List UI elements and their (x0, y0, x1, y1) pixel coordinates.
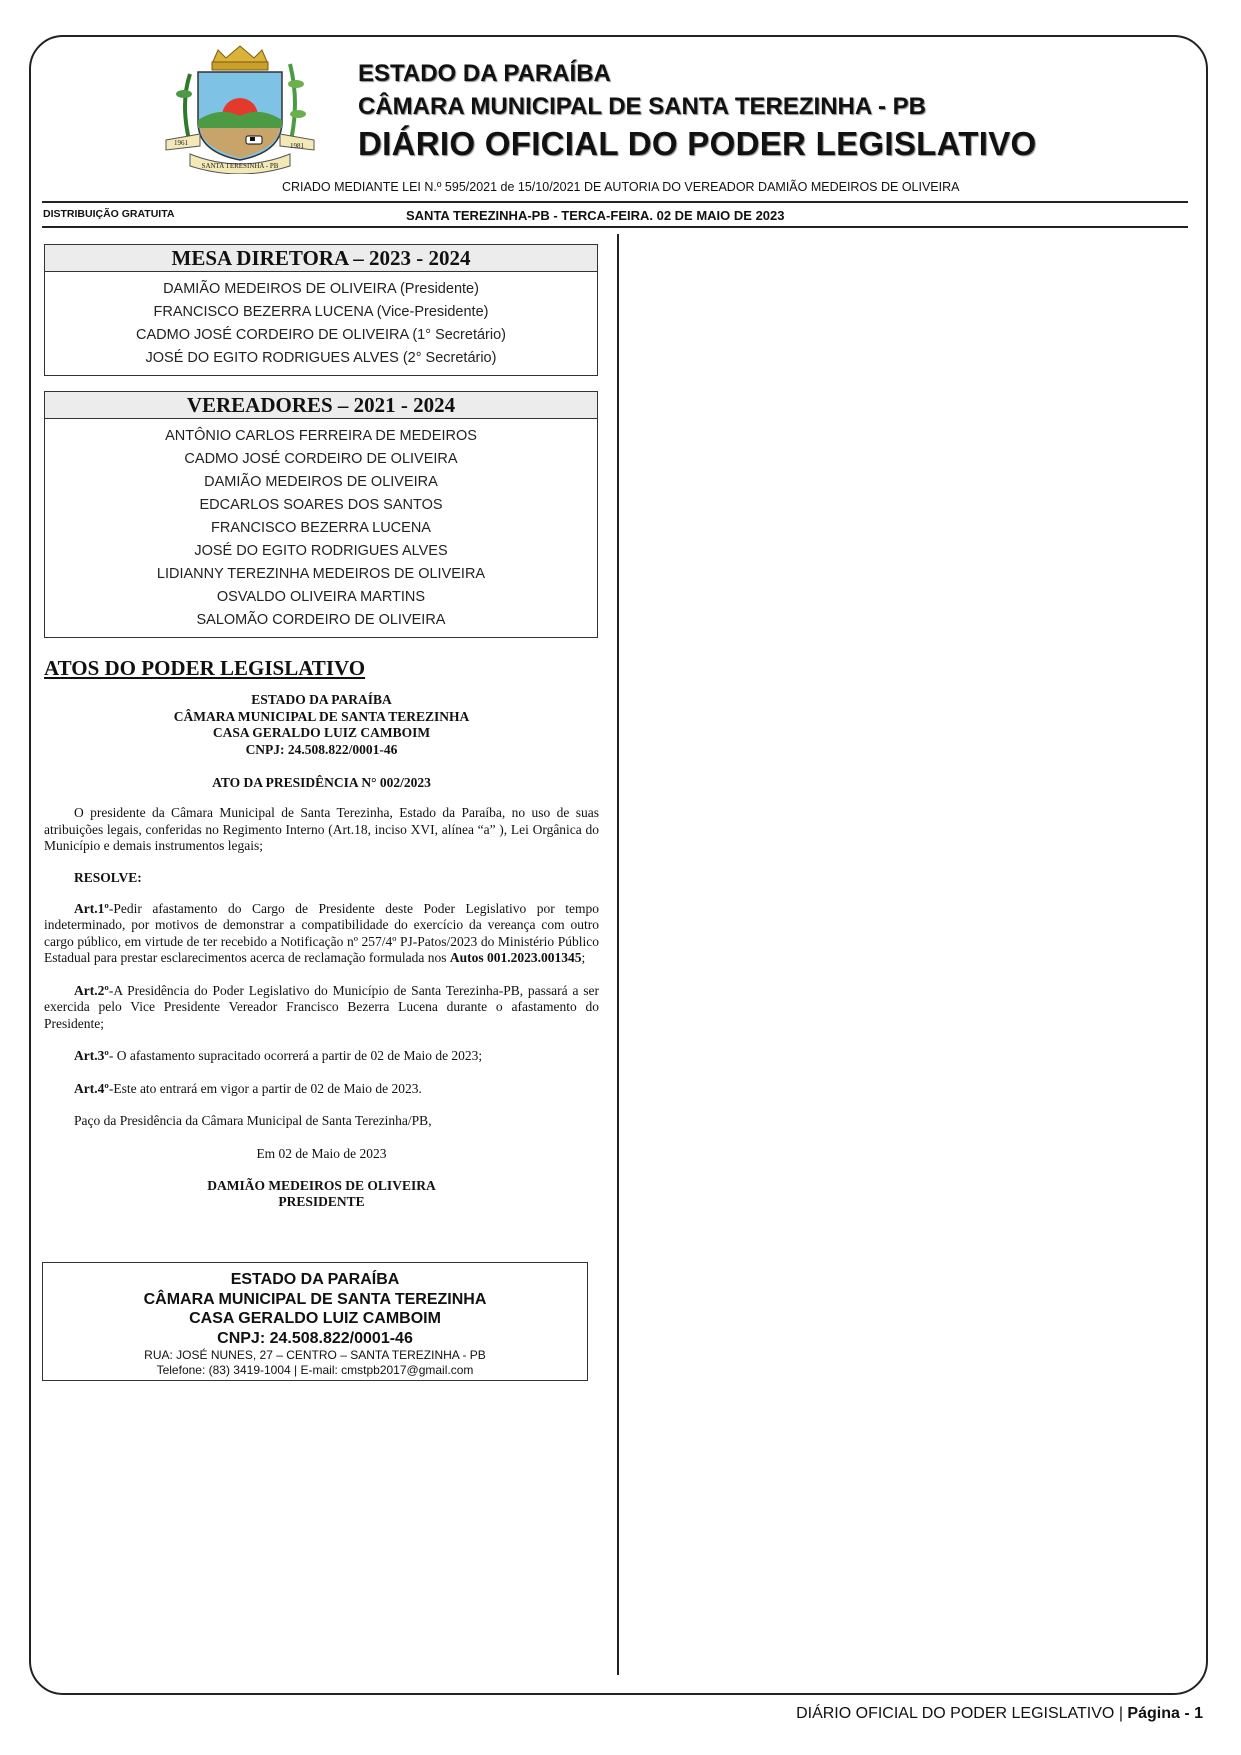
page-footer (796, 1705, 1203, 1723)
act-article-4 (44, 1081, 599, 1098)
contact-phone-email: Telefone: (83) 3419-1004 | E-mail: cmstpb2017@gmail.com (156, 1363, 474, 1377)
svg-text:SANTA TERESINHA - PB: SANTA TERESINHA - PB (201, 162, 279, 170)
contact-address: RUA: JOSÉ NUNES, 27 – CENTRO – SANTA TEREZINHA - PB (144, 1348, 486, 1362)
act-org-header (44, 692, 599, 758)
dateline: SANTA TEREZINHA-PB - TERCA-FEIRA. 02 DE MAIO DE 2023 (406, 208, 785, 223)
act-article-1 (44, 901, 599, 967)
page-number: Página - 1 (1127, 1705, 1203, 1722)
mesa-member: CADMO JOSÉ CORDEIRO DE OLIVEIRA (1° Secretário) (136, 327, 506, 343)
act-date: Em 02 de Maio de 2023 (256, 1145, 387, 1161)
creation-law-note: CRIADO MEDIANTE LEI N.º 595/2021 de 15/10/2021 DE AUTORIA DO VEREADOR DAMIÃO MEDEIROS DE OLIVEIRA (282, 180, 960, 194)
vereador-name: FRANCISCO BEZERRA LUCENA (211, 520, 431, 536)
act-resolve: RESOLVE: (74, 869, 142, 885)
act-org-line: CASA GERALDO LUIZ CAMBOIM (212, 725, 431, 740)
atos-section-title: ATOS DO PODER LEGISLATIVO (44, 656, 366, 680)
svg-text:1961: 1961 (174, 139, 188, 147)
vereador-name: ANTÔNIO CARLOS FERREIRA DE MEDEIROS (165, 428, 477, 444)
header-title: DIÁRIO OFICIAL DO PODER LEGISLATIVO (358, 125, 1037, 162)
mesa-member: FRANCISCO BEZERRA LUCENA (Vice-Presidente) (153, 304, 489, 320)
mesa-diretora-list (45, 272, 597, 370)
article-case-number: Autos 001.2023.001345 (449, 950, 582, 965)
municipal-crest-icon (160, 44, 320, 174)
mesa-member: JOSÉ DO EGITO RODRIGUES ALVES (2° Secretário) (145, 350, 497, 366)
svg-text:1981: 1981 (290, 142, 304, 150)
act-org-line: CÂMARA MUNICIPAL DE SANTA TEREZINHA (173, 708, 470, 724)
article-text: -Pedir afastamento do Cargo de Presidente deste Poder Legislativo por tempo indeterminado, por motivos de demonstrar a compatibilidade do exercício da vereança com outro cargo público, em virtude de ter recebido a Notificação nº 257/4º PJ-Patos/2023 do Ministério Público Estadual para prestar esclarecimentos acerca de reclamação formulada nos (44, 900, 599, 965)
mesa-member: DAMIÃO MEDEIROS DE OLIVEIRA (Presidente) (163, 281, 479, 297)
vereador-name: CADMO JOSÉ CORDEIRO DE OLIVEIRA (184, 451, 458, 467)
article-label: Art.2º (74, 982, 109, 998)
article-text-end: ; (581, 950, 586, 965)
act-signature (44, 1178, 599, 1211)
vereadores-list (45, 419, 597, 632)
mesa-diretora-box (44, 244, 598, 376)
signer-role: PRESIDENTE (278, 1194, 365, 1209)
act-article-2 (44, 983, 599, 1033)
act-org-line: ESTADO DA PARAÍBA (251, 692, 392, 707)
vereador-name: DAMIÃO MEDEIROS DE OLIVEIRA (204, 474, 438, 490)
contact-state: ESTADO DA PARAÍBA (230, 1271, 400, 1288)
vereador-name: JOSÉ DO EGITO RODRIGUES ALVES (194, 543, 448, 559)
distribution-note: DISTRIBUIÇÃO GRATUITA (43, 208, 175, 220)
mesa-diretora-title: MESA DIRETORA – 2023 - 2024 (45, 245, 597, 272)
vereadores-title: VEREADORES – 2021 - 2024 (45, 392, 597, 419)
signer-name: DAMIÃO MEDEIROS DE OLIVEIRA (207, 1177, 436, 1193)
header-rule-bottom (42, 226, 1188, 228)
act-preamble: O presidente da Câmara Municipal de Santa Terezinha, Estado da Paraíba, no uso de suas atribuições legais, conferidas no Regimento Interno (Art.18, inciso XVI, alínea “a” ), Lei Orgânica do Município e demais instrumentos legais; (44, 805, 599, 853)
vereador-name: EDCARLOS SOARES DOS SANTOS (199, 497, 443, 513)
act-body (44, 692, 599, 1211)
vereador-name: LIDIANNY TEREZINHA MEDEIROS DE OLIVEIRA (156, 566, 486, 582)
article-text: - O afastamento supracitado ocorrerá a partir de 02 de Maio de 2023; (108, 1048, 483, 1063)
column-separator (617, 234, 619, 1675)
act-org-line: CNPJ: 24.508.822/0001-46 (245, 741, 398, 757)
vereadores-box (44, 391, 598, 638)
contact-chamber: CÂMARA MUNICIPAL DE SANTA TEREZINHA (143, 1290, 487, 1308)
header-state: ESTADO DA PARAÍBA (358, 60, 611, 87)
vereador-name: OSVALDO OLIVEIRA MARTINS (216, 589, 426, 605)
header-chamber: CÂMARA MUNICIPAL DE SANTA TEREZINHA - PB (358, 93, 926, 120)
contact-house: CASA GERALDO LUIZ CAMBOIM (189, 1310, 441, 1327)
page-footer-title: DIÁRIO OFICIAL DO PODER LEGISLATIVO | (796, 1705, 1128, 1722)
chamber-contact-box (42, 1262, 588, 1381)
article-label: Art.1º (74, 900, 109, 916)
contact-cnpj: CNPJ: 24.508.822/0001-46 (217, 1329, 413, 1347)
header-rule-top (42, 201, 1188, 203)
act-title: ATO DA PRESIDÊNCIA N° 002/2023 (212, 775, 431, 790)
article-label: Art.4º (74, 1080, 109, 1096)
article-label: Art.3º (74, 1048, 109, 1063)
act-article-3 (44, 1048, 599, 1065)
article-text: -A Presidência do Poder Legislativo do Município de Santa Terezinha-PB, passará a ser exercida pelo Vice Presidente Vereador Francisco Bezerra Lucena durante o afastamento do Presidente; (44, 982, 599, 1031)
act-paco: Paço da Presidência da Câmara Municipal de Santa Terezinha/PB, (74, 1113, 432, 1128)
article-text: -Este ato entrará em vigor a partir de 02 de Maio de 2023. (108, 1080, 422, 1096)
vereador-name: SALOMÃO CORDEIRO DE OLIVEIRA (196, 612, 446, 628)
